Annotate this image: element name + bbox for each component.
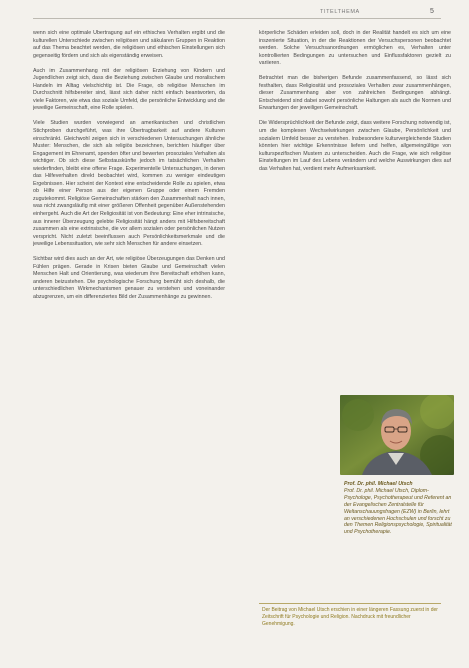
author-photo-image	[340, 395, 454, 475]
footnote: Der Beitrag von Michael Utsch erschien in einer längeren Fassung zuerst in der Zeitschrift für Psychologie und Religion. Nachdruck mit freundlicher Genehmigung.	[262, 607, 438, 627]
right-column	[259, 30, 451, 386]
left-paragraph-2: Auch im Zusammenhang mit der religiösen Erziehung von Kindern und Jugendlichen zeigt sich, dass die Beziehung zwischen Glaube und moralischem Handeln im Alltag vielschichtig ist. Die Frage, ob religiöse Menschen im Durchschnitt hilfsbereiter sind, lässt sich daher nicht einfach beantworten, da viele Faktoren, wie etwa das soziale Umfeld, die persönliche Entwicklung und die jeweilige Gemeinschaft, eine Rolle spielen.	[33, 67, 225, 112]
left-paragraph-4: Sichtbar wird dies auch an der Art, wie religiöse Überzeugungen das Denken und Fühlen prägen. Gerade in Krisen bieten Glaube und Gemeinschaft vielen Menschen Halt und Orientierung, was wiederum ihre Bereitschaft erhöhen kann, anderen beizustehen. Die psychologische Forschung bemüht sich deshalb, die unterschiedlichen Wirkmechanismen genauer zu verstehen und voneinander abzugrenzen, um ein differenziertes Bild der Zusammenhänge zu gewinnen.	[33, 256, 225, 300]
right-paragraph-1: körperliche Schäden erleiden soll, doch in der Realität handelt es sich um eine inszenierte Situation, in der die Reaktionen der Versuchspersonen beobachtet werden. Solche Versuchsanordnungen ermöglichen es, Verhalten unter kontrollierten Bedingungen zu untersuchen und Einflussfaktoren gezielt zu variieren.	[259, 30, 451, 67]
running-head: TITELTHEMA	[320, 9, 360, 15]
right-paragraph-3: Die Widersprüchlichkeit der Befunde zeigt, dass weitere Forschung notwendig ist, um die komplexen Wechselwirkungen zwischen Glaube, Persönlichkeit und sozialem Umfeld besser zu verstehen. Insbesondere kulturvergleichende Studien könnten hier wichtige Erkenntnisse liefern und helfen, allgemeingültige von kulturspezifischen Mustern zu unterscheiden. Auch die Frage, wie sich religiöse Einstellungen im Lauf des Lebens verändern und welche Auswirkungen dies auf das Verhalten hat, verdient mehr Aufmerksamkeit.	[259, 120, 451, 172]
author-caption	[344, 481, 456, 536]
author-bio: Prof. Dr. phil. Michael Utsch, Diplom-Psychologe, Psychotherapeut und Referent an der Evangelischen Zentralstelle für Weltanschauungsfragen (EZW) in Berlin, lehrt an verschiedenen Hochschulen und forscht zu den Themen Religionspsychologie, Spiritualität und Psychotherapie.	[344, 487, 452, 536]
header-rule	[33, 18, 441, 19]
right-paragraph-2: Betrachtet man die bisherigen Befunde zusammenfassend, so lässt sich festhalten, dass Religiosität und prosoziales Verhalten zwar zusammenhängen, dieser Zusammenhang aber von zahlreichen Bedingungen abhängt. Entscheidend sind dabei sowohl persönliche Haltungen als auch die Normen und Erwartungen der jeweiligen Gemeinschaft.	[259, 75, 451, 112]
left-column	[33, 30, 225, 646]
author-photo	[340, 395, 454, 475]
page-number: 5	[430, 8, 434, 15]
author-name: Prof. Dr. phil. Michael Utsch	[344, 481, 413, 487]
left-paragraph-1: wenn sich eine optimale Übertragung auf ein ethisches Verhalten ergibt und die kulturellen Unterschiede zwischen religiösen und säkularen Gruppen in Reaktion auf das Thema beachtet werden, die religiösen und ethischen Einstellungen sich gegenseitig fördern und sich als eigenständig erweisen.	[33, 30, 225, 59]
left-paragraph-3: Viele Studien wurden vorwiegend an amerikanischen und christlichen Stichproben durchgeführt, was ihre Übertragbarkeit auf andere Kulturen einschränkt. Gleichwohl zeigen sich in verschiedenen Untersuchungen ähnliche Muster: Menschen, die sich als religiös bezeichnen, berichten häufiger über Engagement im Ehrenamt, spenden öfter und bewerten prosoziales Verhalten als wichtiger. Ob sich diese Selbstauskünfte jedoch im tatsächlichen Verhalten wiederfinden, bleibt eine offene Frage. Experimentelle Untersuchungen, in denen das Hilfeverhalten direkt beobachtet wird, kommen zu weniger eindeutigen Ergebnissen. Hier scheint der Kontext eine entscheidende Rolle zu spielen, etwa ob Hilfe einer Person aus der eigenen Gruppe oder einem Fremden zugutekommt. Religiöse Gemeinschaften stärken den Zusammenhalt nach innen, was nicht zwangsläufig mit einer größeren Offenheit gegenüber Außenstehenden einhergeht. Auch die Art der Religiosität ist von Bedeutung: Eine eher intrinsische, aus innerer Überzeugung gelebte Religiosität hängt anders mit Hilfsbereitschaft zusammen als eine extrinsische, die vor allem sozialen oder persönlichen Nutzen verspricht. Nicht zuletzt beeinflussen auch Persönlichkeitsmerkmale und die jeweilige Lebenssituation, wie sehr sich Menschen für andere einsetzen.	[33, 120, 225, 248]
footnote-rule	[259, 603, 441, 604]
